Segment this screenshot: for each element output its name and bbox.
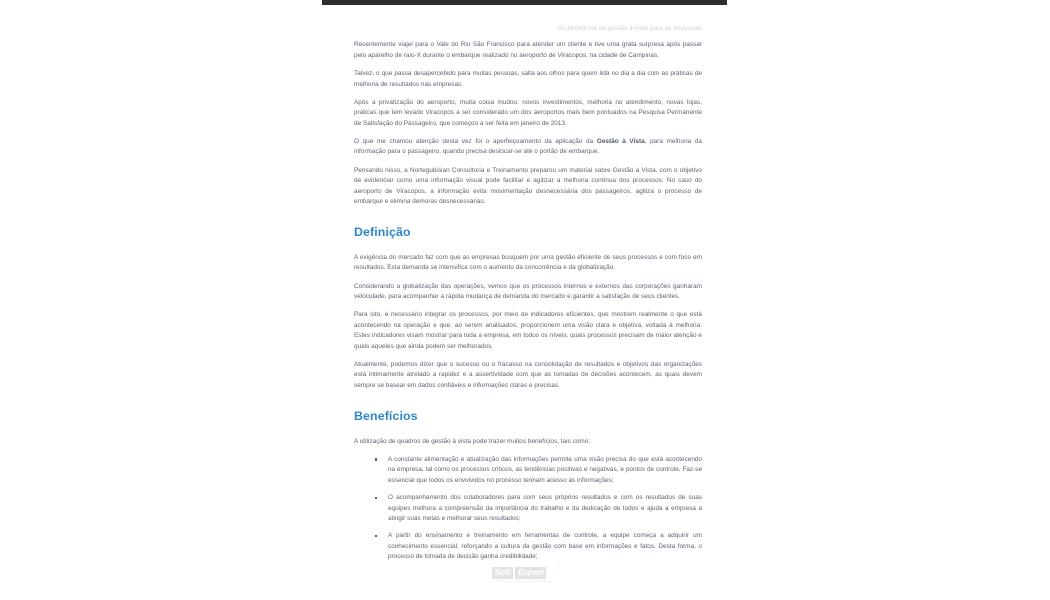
bullet-icon [375, 497, 377, 499]
registered-trademark-icon: ® [558, 565, 561, 570]
paragraph-intro-3: Após a privatização do aeroporto, muita coisa mudou: novos investimentos, melhoria no atendimento, novas lojas, práticas que tem levado Viracopos a ser considerado um dos aeroportos mais bem pontuados na Pesquisa Permanente de Satisfação do Passageiro, que começou a ser feita em janeiro de 2013. [354, 98, 702, 127]
definicao-paragraph-3: Para isto, é necessário integrar os processos, por meio de indicadores eficientes, que mostrem realmente o que está acontecendo na operação e que, ao serem analisados, proporcionem uma visão clara e objetiva, voltada à melhoria. Estes indicadores visam mostrar para toda a empresa, em todos os níveis, quais processos precisam de maior atenção e quais aqueles que ainda podem ser melhorados. [354, 311, 702, 350]
list-item-text: A partir do ensinamento e treinamento em ferramentas de controle, a equipe começa a adquirir um conhecimento essencial, reforçando a cultura da gestão com base em informações e fatos. Desta forma, o processo de tomada de decisão ganha credibilidade; [388, 532, 702, 561]
list-item [354, 531, 702, 562]
footer-logo [322, 567, 727, 584]
softexpert-logo [492, 565, 561, 584]
paragraph-intro-1: Recentemente viajei para o Vale do Rio São Francisco para atender um cliente e tive uma grata surpresa após passar pelo aparelho de raio-X durante o embarque realizado no aeroporto de Viracopos, na cidade de Campinas. [354, 41, 702, 59]
beneficios-intro: A utilização de quadros de gestão à vista pode trazer muitos benefícios, tais como: [354, 437, 591, 445]
definicao-paragraph-2: Considerando a globalização das operações, vemos que os processos internos e externos das corporações ganharam velocidade, para acompanhar a rápida mudança de demanda do mercado e garantir a satisfação de seus clientes. [354, 282, 702, 301]
list-item-text: O acompanhamento dos colaboradores para com seus próprios resultados e com os resultados de suas equipes melhora a compreensão da importância do trabalho e da dedicação de todos e ajuda a empresa a atingir suas metas e melhorar seus resultados; [388, 494, 702, 522]
definicao-paragraph-4: Atualmente, podemos dizer que o sucesso ou o fracasso na consolidação de resultados e objetivos das organizações está intimamente atrelado a rapidez e a assertividade com que as tomadas de decisões acontecem, as quais devem sempre se basear em dados confiáveis e informações claras e precisas. [354, 360, 702, 389]
paragraph-intro-4: Pensando nisso, a Nortegubisian Consultoria e Treinamento preparou um material sobre Gestão à Vista, com o objetivo de evidenciar como uma informação visual pode facilitar e agilizar a melhoria contínua dos processos. No caso do aeroporto de Viracopos, a informação evita movimentação desnecessária dos passageiros, agiliza o processo de embarque e elimina demoras desnecessárias. [354, 166, 702, 205]
list-item [354, 455, 702, 486]
benefits-list [354, 455, 702, 562]
bullet-icon [375, 535, 377, 537]
bullet-icon [375, 458, 377, 460]
list-item-text: A constante alimentação e atualização das informações permite uma visão precisa do que está acontecendo na empresa, tal como os processos críticos, as tendências positivas e negativas, e pontos de controle. Faz-se essencial que todos os envolvidos no processo tenham acesso às informações; [388, 456, 702, 484]
highlight-term-gestao-a-vista: Gestão à Vista [596, 138, 645, 146]
logo-tagline: Software for Performance Excellence [497, 579, 552, 584]
logo-word-soft: Soft [492, 567, 514, 579]
running-head: Os benefícios da gestão à vista para as empresas [557, 25, 702, 32]
definicao-paragraph-1: A exigência do mercado faz com que as empresas busquem por uma gestão eficiente de seus processos e com foco em resultados. Esta demanda se intensifica com o aumento da concorrência e da globalização. [354, 253, 702, 272]
list-item [354, 493, 702, 524]
logo-wordmark [492, 565, 561, 579]
highlight-text-after: , para melhoria da informação para o passageiro, quando precisa deslocar-se até o portão de embarque. [354, 138, 702, 156]
section-heading-beneficios: Benefícios [354, 409, 418, 424]
highlight-text-before: O que me chamou atenção desta vez foi o aperfeiçoamento da aplicação da [354, 138, 597, 146]
page-content-area [354, 5, 702, 569]
section-heading-definicao: Definição [354, 225, 411, 240]
document-page [322, 5, 727, 600]
paragraph-highlight [354, 137, 702, 158]
logo-word-expert: Expert [515, 567, 547, 579]
paragraph-intro-2: Talvez, o que passa desapercebido para muitas pessoas, salta aos olhos para quem lida no dia a dia com as práticas de melhoria de resultados nas empresas. [354, 70, 702, 88]
